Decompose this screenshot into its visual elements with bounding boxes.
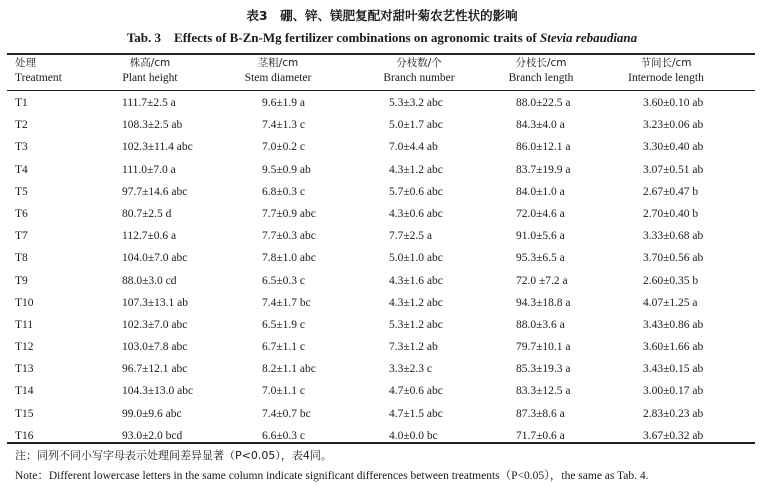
cell-internode-length: 2.83±0.23 ab — [643, 407, 704, 420]
cell-stem-diameter: 6.5±0.3 c — [262, 274, 306, 287]
cell-treatment: T13 — [15, 363, 34, 376]
cell-stem-diameter: 7.8±1.0 abc — [262, 252, 316, 265]
cell-stem-diameter: 6.6±0.3 c — [262, 429, 306, 442]
cell-plant-height: 104.0±7.0 abc — [122, 252, 188, 265]
cell-branch-number: 5.3±3.2 abc — [389, 97, 443, 109]
cell-internode-length: 3.23±0.06 ab — [643, 119, 704, 132]
cell-internode-length: 3.67±0.32 ab — [643, 429, 704, 442]
table-row — [0, 339, 764, 361]
cell-treatment: T8 — [15, 252, 28, 265]
cell-branch-number: 4.3±1.2 abc — [389, 296, 443, 309]
cell-treatment: T12 — [15, 341, 34, 354]
cell-branch-length: 94.3±18.8 a — [516, 296, 571, 309]
cell-internode-length: 4.07±1.25 a — [643, 296, 698, 309]
cell-treatment: T6 — [15, 207, 28, 220]
cell-treatment: T4 — [15, 163, 28, 176]
table-row — [0, 117, 764, 139]
cell-treatment: T16 — [15, 429, 34, 442]
cell-treatment: T15 — [15, 407, 34, 420]
cell-plant-height: 88.0±3.0 cd — [122, 274, 177, 287]
table-row — [0, 228, 764, 250]
table-row — [0, 295, 764, 317]
cell-plant-height: 107.3±13.1 ab — [122, 296, 189, 309]
table-row — [0, 383, 764, 405]
cell-stem-diameter: 8.2±1.1 abc — [262, 363, 316, 376]
cell-branch-length: 95.3±6.5 a — [516, 252, 565, 265]
cell-treatment: T3 — [15, 141, 28, 154]
cell-plant-height: 111.7±2.5 a — [122, 97, 176, 109]
top-rule — [7, 53, 755, 55]
cell-internode-length: 3.70±0.56 ab — [643, 252, 704, 265]
cell-internode-length: 2.70±0.40 b — [643, 207, 699, 220]
cell-stem-diameter: 6.7±1.1 c — [262, 341, 306, 354]
table-title-en: Tab. 3 Effects of B-Zn-Mg fertilizer combinations on agronomic traits of Stevia rebaudiana — [126, 30, 638, 45]
cell-branch-number: 4.3±1.6 abc — [389, 274, 443, 287]
cell-branch-number: 4.3±0.6 abc — [389, 207, 443, 220]
cell-internode-length: 3.43±0.86 ab — [643, 318, 704, 331]
cell-plant-height: 102.3±11.4 abc — [122, 141, 193, 154]
species-name: Stevia rebaudiana — [540, 30, 638, 45]
cell-internode-length: 3.00±0.17 ab — [643, 385, 704, 398]
cell-treatment: T7 — [15, 230, 28, 243]
cell-branch-length: 84.3±4.0 a — [516, 119, 565, 132]
cell-treatment: T5 — [15, 185, 28, 198]
header-branch-number: 分枝数/个 Branch number — [383, 57, 455, 84]
table-row — [0, 250, 764, 272]
cell-plant-height: 102.3±7.0 abc — [122, 318, 188, 331]
table-row — [0, 406, 764, 428]
cell-stem-diameter: 7.0±0.2 c — [262, 141, 306, 154]
cell-branch-number: 5.3±1.2 abc — [389, 318, 443, 331]
cell-branch-length: 71.7±0.6 a — [516, 429, 565, 442]
cell-internode-length: 3.60±0.10 ab — [643, 97, 704, 109]
cell-branch-length: 83.7±19.9 a — [516, 163, 571, 176]
cell-treatment: T9 — [15, 274, 28, 287]
cell-stem-diameter: 7.4±1.7 bc — [262, 296, 311, 309]
table-row — [0, 361, 764, 383]
header-treatment: 处理 Treatment — [15, 57, 62, 84]
cell-branch-length: 85.3±19.3 a — [516, 363, 571, 376]
cell-internode-length: 2.60±0.35 b — [643, 274, 699, 287]
cell-branch-number: 7.0±4.4 ab — [389, 141, 438, 154]
cell-internode-length: 3.07±0.51 ab — [643, 163, 704, 176]
cell-branch-length: 91.0±5.6 a — [516, 230, 565, 243]
cell-plant-height: 96.7±12.1 abc — [122, 363, 188, 376]
table-title-cn: 表3 硼、锌、镁肥复配对甜叶菊农艺性状的影响 — [246, 8, 518, 23]
header-plant-height: 株高/cm Plant height — [122, 57, 178, 84]
cell-branch-number: 7.3±1.2 ab — [389, 341, 438, 354]
cell-branch-number: 5.0±1.0 abc — [389, 252, 443, 265]
cell-stem-diameter: 9.5±0.9 ab — [262, 163, 311, 176]
cell-plant-height: 111.0±7.0 a — [122, 163, 176, 176]
table-row — [0, 206, 764, 228]
cell-stem-diameter: 7.7±0.3 abc — [262, 230, 316, 243]
cell-branch-number: 4.0±0.0 bc — [389, 429, 438, 442]
cell-branch-length: 83.3±12.5 a — [516, 385, 571, 398]
table-row — [0, 273, 764, 295]
cell-internode-length: 3.30±0.40 ab — [643, 141, 704, 154]
cell-branch-number: 5.7±0.6 abc — [389, 185, 443, 198]
note-en: Note：Different lowercase letters in the same column indicate significant differences between treatments（P<0.05），the same as Tab. 4. — [15, 470, 649, 482]
header-rule — [7, 90, 755, 91]
cell-branch-length: 84.0±1.0 a — [516, 185, 565, 198]
cell-treatment: T2 — [15, 119, 28, 132]
cell-branch-length: 88.0±22.5 a — [516, 97, 571, 109]
cell-treatment: T1 — [15, 97, 28, 109]
cell-plant-height: 97.7±14.6 abc — [122, 185, 188, 198]
cell-treatment: T14 — [15, 385, 34, 398]
cell-branch-length: 87.3±8.6 a — [516, 407, 565, 420]
cell-plant-height: 104.3±13.0 abc — [122, 385, 194, 398]
cell-stem-diameter: 6.8±0.3 c — [262, 185, 306, 198]
cell-branch-length: 86.0±12.1 a — [516, 141, 571, 154]
cell-plant-height: 103.0±7.8 abc — [122, 341, 188, 354]
cell-stem-diameter: 7.0±1.1 c — [262, 385, 306, 398]
cell-plant-height: 112.7±0.6 a — [122, 230, 177, 243]
cell-stem-diameter: 7.7±0.9 abc — [262, 207, 316, 220]
cell-plant-height: 93.0±2.0 bcd — [122, 429, 183, 442]
cell-stem-diameter: 6.5±1.9 c — [262, 318, 306, 331]
cell-stem-diameter: 7.4±0.7 bc — [262, 407, 311, 420]
cell-treatment: T11 — [15, 318, 34, 331]
cell-internode-length: 3.43±0.15 ab — [643, 363, 704, 376]
header-stem-diameter: 茎粗/cm Stem diameter — [244, 57, 312, 84]
cell-branch-number: 5.0±1.7 abc — [389, 119, 443, 132]
bottom-rule — [7, 442, 755, 444]
cell-branch-number: 4.7±0.6 abc — [389, 385, 443, 398]
cell-branch-length: 88.0±3.6 a — [516, 318, 565, 331]
cell-treatment: T10 — [15, 296, 34, 309]
cell-plant-height: 80.7±2.5 d — [122, 207, 172, 220]
table-row — [0, 95, 764, 117]
cell-internode-length: 2.67±0.47 b — [643, 185, 699, 198]
cell-stem-diameter: 7.4±1.3 c — [262, 119, 306, 132]
header-internode-length: 节间长/cm Internode length — [628, 57, 704, 84]
cell-branch-length: 72.0±4.6 a — [516, 207, 565, 220]
cell-branch-number: 4.3±1.2 abc — [389, 163, 443, 176]
table-row — [0, 139, 764, 161]
table-row — [0, 162, 764, 184]
cell-branch-number: 3.3±2.3 c — [389, 363, 433, 376]
cell-internode-length: 3.33±0.68 ab — [643, 230, 704, 243]
table-body — [0, 95, 764, 450]
cell-internode-length: 3.60±1.66 ab — [643, 341, 704, 354]
header-branch-length: 分枝长/cm Branch length — [508, 57, 574, 84]
table-row — [0, 184, 764, 206]
cell-branch-length: 72.0 ±7.2 a — [516, 274, 568, 287]
cell-plant-height: 108.3±2.5 ab — [122, 119, 183, 132]
cell-plant-height: 99.0±9.6 abc — [122, 407, 182, 420]
cell-branch-number: 4.7±1.5 abc — [389, 407, 443, 420]
cell-stem-diameter: 9.6±1.9 a — [262, 97, 306, 109]
note-cn: 注：同列不同小写字母表示处理间差异显著（P<0.05），表4同。 — [15, 449, 332, 462]
cell-branch-number: 7.7±2.5 a — [389, 230, 433, 243]
table-row — [0, 317, 764, 339]
cell-branch-length: 79.7±10.1 a — [516, 341, 571, 354]
